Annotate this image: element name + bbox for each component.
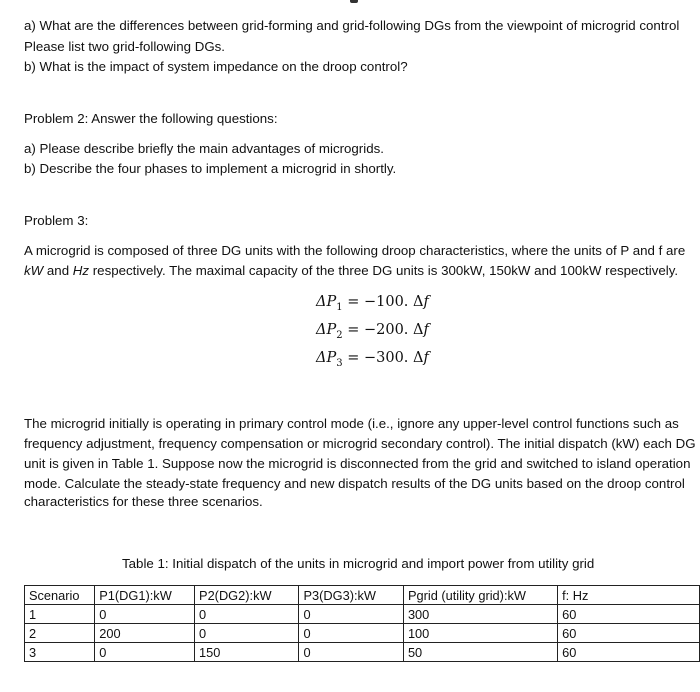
body-line-4: mode. Calculate the steady-state frequency and new dispatch results of the DG units based on the droop control	[24, 476, 685, 491]
eq-rhs: = −300. Δ	[342, 350, 424, 366]
table-header-cell: P1(DG1):kW	[95, 586, 195, 605]
table-header-cell: P3(DG3):kW	[299, 586, 403, 605]
body-line-1: The microgrid initially is operating in primary control mode (i.e., ignore any upper-level control functions such as	[24, 416, 679, 431]
eq-rhs: = −100. Δ	[342, 294, 424, 310]
question-1a-line-2: Please list two grid-following DGs.	[24, 39, 226, 54]
table-cell: 100	[403, 624, 557, 643]
table-cell: 300	[403, 605, 557, 624]
table-cell: 60	[558, 605, 700, 624]
problem-2-heading: Problem 2: Answer the following questions:	[24, 111, 278, 126]
problem-3-intro-line-2	[24, 262, 678, 280]
unit-kw: kW	[24, 263, 44, 278]
question-1a-line-1: a) What are the differences between grid-forming and grid-following DGs from the viewpoint of microgrid control	[24, 18, 680, 33]
table-row	[25, 643, 700, 662]
table-row	[25, 624, 700, 643]
eq-var: f	[423, 350, 429, 366]
table-cell: 60	[558, 643, 700, 662]
body-line-3: unit is given in Table 1. Suppose now the microgrid is disconnected from the grid and switched to island operation	[24, 456, 691, 471]
intro-and: and	[43, 263, 73, 278]
table-cell: 3	[25, 643, 95, 662]
unit-hz: Hz	[72, 263, 90, 278]
table-header-row	[25, 586, 700, 605]
table-cell: 50	[403, 643, 557, 662]
eq-lhs: ΔP	[316, 294, 337, 310]
eq-lhs: ΔP	[316, 322, 337, 338]
table-cell: 0	[95, 643, 195, 662]
table-cell: 0	[195, 605, 299, 624]
table-cell: 2	[25, 624, 95, 643]
question-1b: b) What is the impact of system impedance on the droop control?	[24, 59, 408, 74]
table-caption: Table 1: Initial dispatch of the units in microgrid and import power from utility grid	[122, 556, 595, 571]
table-header-cell: P2(DG2):kW	[195, 586, 299, 605]
eq-sub: 1	[336, 301, 343, 313]
problem-2a: a) Please describe briefly the main advantages of microgrids.	[24, 141, 384, 156]
body-line-5: characteristics for these three scenarios.	[24, 494, 263, 509]
table-header-cell: Pgrid (utility grid):kW	[403, 586, 557, 605]
table-header-cell: f: Hz	[558, 586, 700, 605]
table-cell: 0	[95, 605, 195, 624]
table-cell: 150	[195, 643, 299, 662]
droop-equation-1	[316, 292, 429, 318]
table-cell: 60	[558, 624, 700, 643]
droop-equation-3	[316, 348, 429, 374]
intro-rest: respectively. The maximal capacity of the three DG units is 300kW, 150kW and 100kW respectively.	[89, 263, 679, 278]
table-cell: 200	[95, 624, 195, 643]
table-cell: 0	[195, 624, 299, 643]
eq-lhs: ΔP	[316, 350, 337, 366]
table-cell: 0	[299, 624, 403, 643]
table-row	[25, 605, 700, 624]
table-cell: 0	[299, 643, 403, 662]
problem-3-intro-line-1: A microgrid is composed of three DG units with the following droop characteristics, where the units of P and f are	[24, 243, 686, 258]
table-cell: 0	[299, 605, 403, 624]
eq-rhs: = −200. Δ	[342, 322, 424, 338]
body-line-2: frequency adjustment, frequency compensation or microgrid secondary control). The initial dispatch (kW) each DG	[24, 436, 696, 451]
table-header-cell: Scenario	[25, 586, 95, 605]
problem-2b: b) Describe the four phases to implement a microgrid in shortly.	[24, 161, 397, 176]
eq-var: f	[423, 294, 429, 310]
eq-sub: 3	[336, 357, 343, 369]
eq-var: f	[423, 322, 429, 338]
eq-sub: 2	[336, 329, 343, 341]
droop-equation-2	[316, 320, 429, 346]
problem-3-heading: Problem 3:	[24, 213, 89, 228]
dispatch-table	[24, 585, 700, 662]
table-cell: 1	[25, 605, 95, 624]
